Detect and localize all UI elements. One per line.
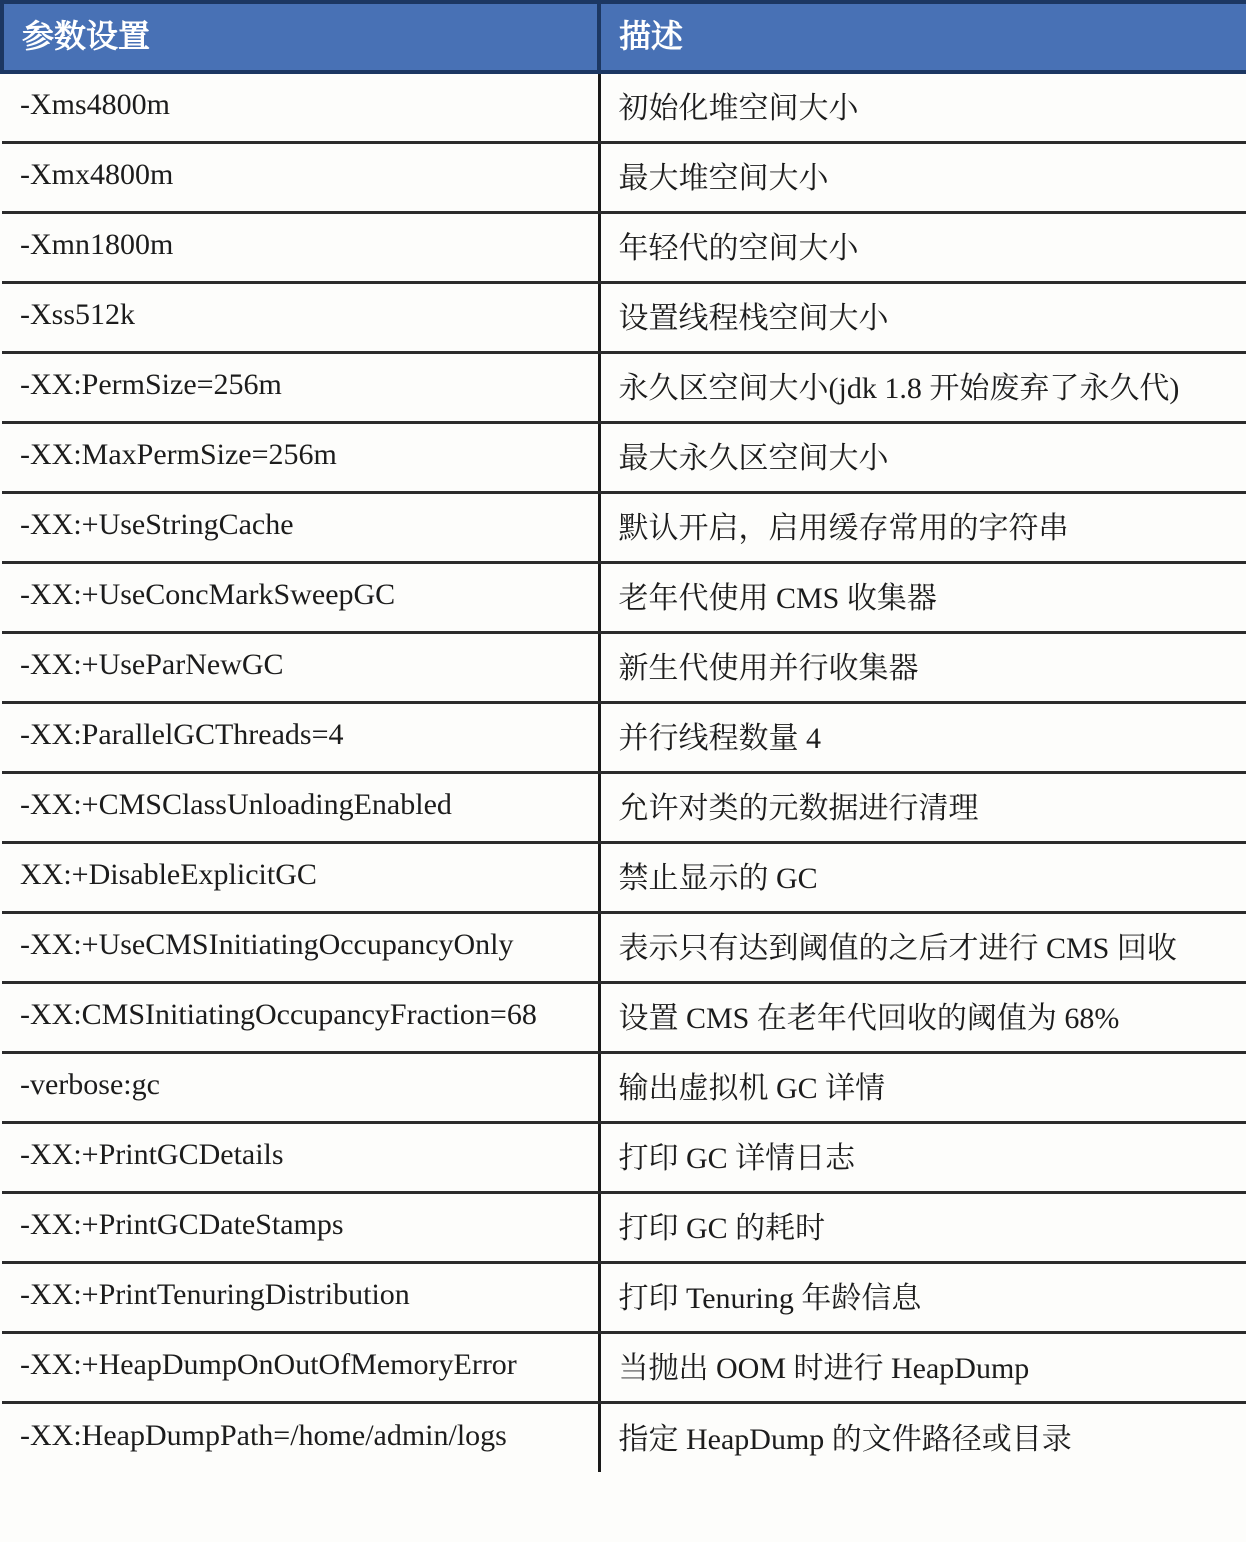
desc-cell: 永久区空间大小(jdk 1.8 开始废弃了永久代) <box>599 352 1246 422</box>
param-cell: -XX:+UseStringCache <box>2 492 599 562</box>
desc-cell: 禁止显示的 GC <box>599 842 1246 912</box>
table-row <box>2 982 1246 1052</box>
param-cell: -XX:PermSize=256m <box>2 352 599 422</box>
desc-cell: 新生代使用并行收集器 <box>599 632 1246 702</box>
table-row <box>2 352 1246 422</box>
table-row <box>2 1402 1246 1472</box>
param-cell: -XX:HeapDumpPath=/home/admin/logs <box>2 1402 599 1472</box>
desc-cell: 输出虚拟机 GC 详情 <box>599 1052 1246 1122</box>
table-header <box>2 2 1246 72</box>
table-row <box>2 142 1246 212</box>
desc-cell: 最大永久区空间大小 <box>599 422 1246 492</box>
header-description: 描述 <box>599 2 1246 72</box>
param-cell: -XX:CMSInitiatingOccupancyFraction=68 <box>2 982 599 1052</box>
param-cell: -XX:+UseCMSInitiatingOccupancyOnly <box>2 912 599 982</box>
desc-cell: 老年代使用 CMS 收集器 <box>599 562 1246 632</box>
table-row <box>2 422 1246 492</box>
table-row <box>2 492 1246 562</box>
param-cell: -Xms4800m <box>2 72 599 142</box>
param-cell: -Xmn1800m <box>2 212 599 282</box>
table-body <box>2 72 1246 1472</box>
desc-cell: 并行线程数量 4 <box>599 702 1246 772</box>
param-cell: -XX:+UseParNewGC <box>2 632 599 702</box>
desc-cell: 打印 GC 的耗时 <box>599 1192 1246 1262</box>
table-row <box>2 632 1246 702</box>
param-cell: -XX:+PrintGCDateStamps <box>2 1192 599 1262</box>
table-row <box>2 842 1246 912</box>
desc-cell: 表示只有达到阈值的之后才进行 CMS 回收 <box>599 912 1246 982</box>
desc-cell: 允许对类的元数据进行清理 <box>599 772 1246 842</box>
desc-cell: 默认开启，启用缓存常用的字符串 <box>599 492 1246 562</box>
header-param-settings: 参数设置 <box>2 2 599 72</box>
table-row <box>2 562 1246 632</box>
header-row <box>2 2 1246 72</box>
desc-cell: 设置线程栈空间大小 <box>599 282 1246 352</box>
param-cell: -XX:ParallelGCThreads=4 <box>2 702 599 772</box>
table-row <box>2 702 1246 772</box>
param-cell: -XX:+PrintGCDetails <box>2 1122 599 1192</box>
table-row <box>2 72 1246 142</box>
desc-cell: 设置 CMS 在老年代回收的阈值为 68% <box>599 982 1246 1052</box>
table-row <box>2 1192 1246 1262</box>
param-cell: -XX:+PrintTenuringDistribution <box>2 1262 599 1332</box>
param-cell: -Xss512k <box>2 282 599 352</box>
desc-cell: 打印 GC 详情日志 <box>599 1122 1246 1192</box>
table-row <box>2 1052 1246 1122</box>
param-cell: -XX:MaxPermSize=256m <box>2 422 599 492</box>
param-cell: -XX:+HeapDumpOnOutOfMemoryError <box>2 1332 599 1402</box>
desc-cell: 打印 Tenuring 年龄信息 <box>599 1262 1246 1332</box>
param-cell: -verbose:gc <box>2 1052 599 1122</box>
table-row <box>2 912 1246 982</box>
table-row <box>2 212 1246 282</box>
param-cell: XX:+DisableExplicitGC <box>2 842 599 912</box>
table-row <box>2 772 1246 842</box>
param-cell: -XX:+CMSClassUnloadingEnabled <box>2 772 599 842</box>
desc-cell: 年轻代的空间大小 <box>599 212 1246 282</box>
desc-cell: 指定 HeapDump 的文件路径或目录 <box>618 1422 1072 1456</box>
table-row <box>2 1332 1246 1402</box>
desc-cell: 最大堆空间大小 <box>599 142 1246 212</box>
table-row <box>2 282 1246 352</box>
table-row <box>2 1122 1246 1192</box>
desc-cell: 初始化堆空间大小 <box>599 72 1246 142</box>
desc-cell: 当抛出 OOM 时进行 HeapDump <box>599 1332 1246 1402</box>
param-cell: -XX:+UseConcMarkSweepGC <box>2 562 599 632</box>
param-cell: -Xmx4800m <box>2 142 599 212</box>
table-row <box>2 1262 1246 1332</box>
